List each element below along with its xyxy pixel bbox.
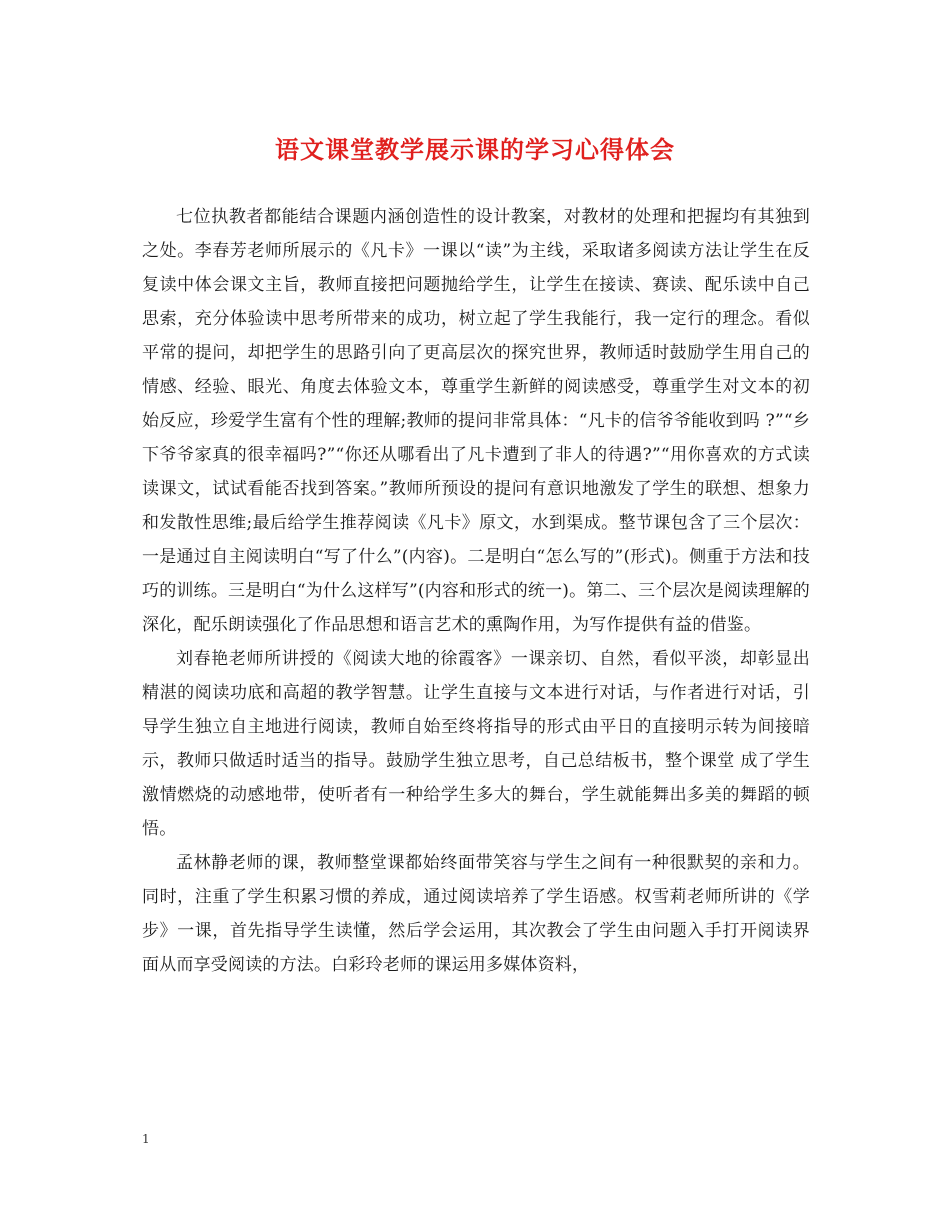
document-body bbox=[142, 200, 810, 982]
paragraph-3: 孟林静老师的课，教师整堂课都始终面带笑容与学生之间有一种很默契的亲和力。同时，注重了学生积累习惯的养成，通过阅读培养了学生语感。权雪莉老师所讲的《学步》一课，首先指导学生读懂，然后学会运用，其次教会了学生由问题入手打开阅读界面从而享受阅读的方法。白彩玲老师的课运用多媒体资料， bbox=[142, 853, 810, 975]
document-title: 语文课堂教学展示课的学习心得体会 bbox=[275, 135, 675, 164]
page-number: 1 bbox=[142, 1132, 150, 1146]
paragraph-2: 刘春艳老师所讲授的《阅读大地的徐霞客》一课亲切、自然，看似平淡，却彰显出精湛的阅读功底和高超的教学智慧。让学生直接与文本进行对话，与作者进行对话，引导学生独立自主地进行阅读，教师自始至终将指导的形式由平日的直接明示转为间接暗示，教师只做适时适当的指导。鼓励学生独立思考，自己总结板书，整个课堂 成了学生激情燃烧的动感地带，使听者有一种给学生多大的舞台，学生就能舞出多美的舞蹈的顿悟。 bbox=[142, 649, 810, 839]
paragraph-1: 七位执教者都能结合课题内涵创造性的设计教案，对教材的处理和把握均有其独到之处。李春芳老师所展示的《凡卡》一课以“读”为主线，采取诸多阅读方法让学生在反复读中体会课文主旨，教师直接把问题抛给学生，让学生在接读、赛读、配乐读中自己思索，充分体验读中思考所带来的成功，树立起了学生我能行，我一定行的理念。看似平常的提问，却把学生的思路引向了更高层次的探究世界，教师适时鼓励学生用自己的情感、经验、眼光、角度去体验文本，尊重学生新鲜的阅读感受，尊重学生对文本的初始反应，珍爱学生富有个性的理解;教师的提问非常具体：“凡卡的信爷爷能收到吗 ?”“乡下爷爷家真的很幸福吗?”“你还从哪看出了凡卡遭到了非人的待遇?”“用你喜欢的方式读读课文，试试看能否找到答案。”教师所预设的提问有意识地激发了学生的联想、想象力和发散性思维;最后给学生推荐阅读《凡卡》原文，水到渠成。整节课包含了三个层次：一是通过自主阅读明白“写了什么”(内容)。二是明白“怎么写的”(形式)。侧重于方法和技巧的训练。三是明白“为什么这样写”(内容和形式的统一)。第二、三个层次是阅读理解的深化，配乐朗读强化了作品思想和语言艺术的熏陶作用，为写作提供有益的借鉴。 bbox=[142, 207, 810, 635]
